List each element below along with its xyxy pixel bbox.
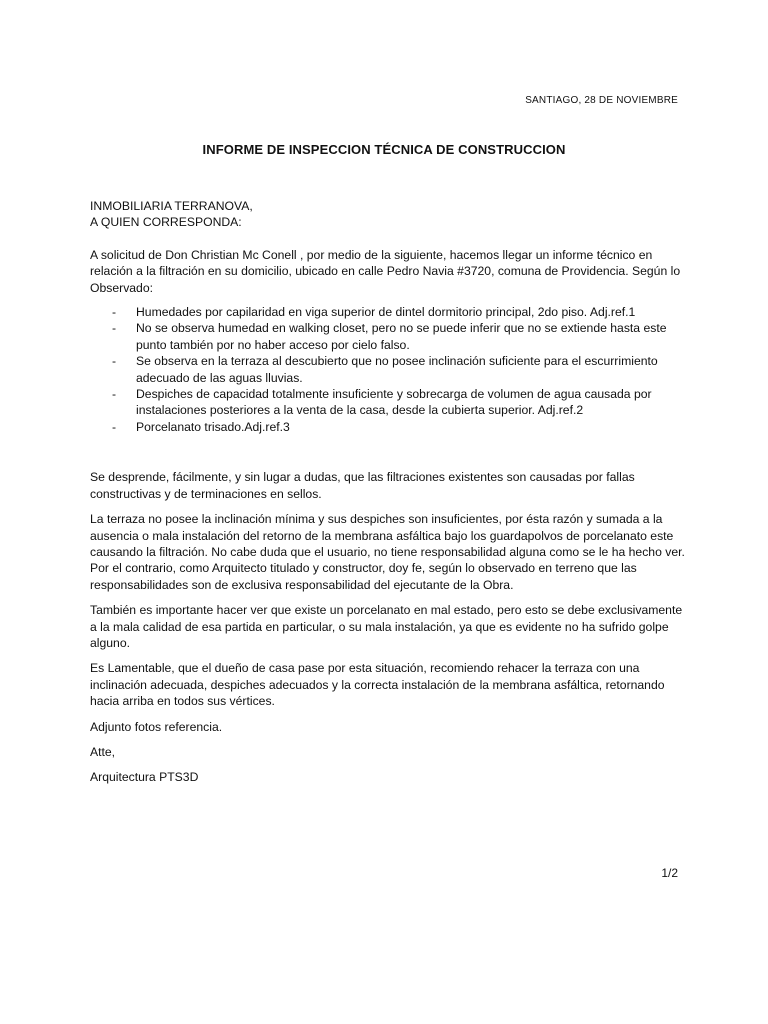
recommendation-paragraph: Es Lamentable, que el dueño de casa pase por esta situación, recomiendo rehacer la terraza con una inclinación adecuada, despiches adecuados y la correcta instalación de la membrana asfáltica, retornando hacia arriba en todos sus vértices. [90,661,665,709]
bullet-dash: - [112,354,117,369]
addressee-company: INMOBILIARIA TERRANOVA, [90,199,253,213]
bullet-dash: - [112,387,117,402]
addressee-salutation: A QUIEN CORRESPONDA: [90,215,242,230]
bullet-dash: - [112,305,117,320]
attachments-line: Adjunto fotos referencia. [90,719,223,734]
list-item [90,304,685,320]
bullet-dash: - [112,321,117,336]
intro-paragraph: A solicitud de Don Christian Mc Conell , por medio de la siguiente, hacemos llegar un informe técnico en relación a la filtración en su domicilio, ubicado en calle Pedro Navia #3720, comuna de Providencia. Según lo Observado: [90,247,681,295]
list-item [90,320,685,353]
list-item [90,419,685,435]
observation-text: Se observa en la terraza al descubierto que no posee inclinación suficiente para el escurrimiento adecuado de las aguas lluvias. [136,354,658,385]
document-body [90,198,685,786]
findings-paragraph: Se desprende, fácilmente, y sin lugar a dudas, que las filtraciones existentes son causadas por fallas constructivas y de terminaciones en sellos. [90,470,635,501]
document-date: SANTIAGO, 28 DE NOVIEMBRE [525,95,678,106]
addressee-block [90,198,685,231]
observation-text: Porcelanato trisado.Adj.ref.3 [136,419,290,434]
signature-line: Arquitectura PTS3D [90,770,199,785]
observation-text: No se observa humedad en walking closet, pero no se puede inferir que no se extiende hasta este punto también por no haber acceso por cielo falso. [136,321,667,352]
observation-text: Humedades por capilaridad en viga superior de dintel dormitorio principal, 2do piso. Adj.ref.1 [136,305,636,320]
terrace-paragraph: La terraza no posee la inclinación mínima y sus despiches son insuficientes, por ésta razón y sumada a la ausencia o mala instalación del retorno de la membrana asfáltica bajo los guardapolvos de porcelanato este causando la filtración. No cabe duda que el usuario, no tiene responsabilidad alguna como se le ha hecho ver. Por el contrario, como Arquitecto titulado y constructor, doy fe, según lo observado en terreno que las responsabilidades son de exclusiva responsabilidad del ejecutante de la Obra. [90,512,685,592]
document-title: INFORME DE INSPECCION TÉCNICA DE CONSTRUCCION [202,142,566,157]
observation-text: Despiches de capacidad totalmente insuficiente y sobrecarga de volumen de agua causada por instalaciones posteriores a la venta de la casa, desde la cubierta superior. Adj.ref.2 [136,387,652,418]
page-number: 1/2 [661,866,678,880]
list-item [90,386,685,419]
bullet-dash: - [112,419,117,434]
closing-line: Atte, [90,744,116,759]
porcelain-paragraph: También es importante hacer ver que existe un porcelanato en mal estado, pero esto se debe exclusivamente a la mala calidad de esa partida en particular, o su mala instalación, ya que es evidente no ha sufrido golpe alguno. [90,603,683,650]
observations-list [90,304,685,435]
list-item [90,353,685,386]
